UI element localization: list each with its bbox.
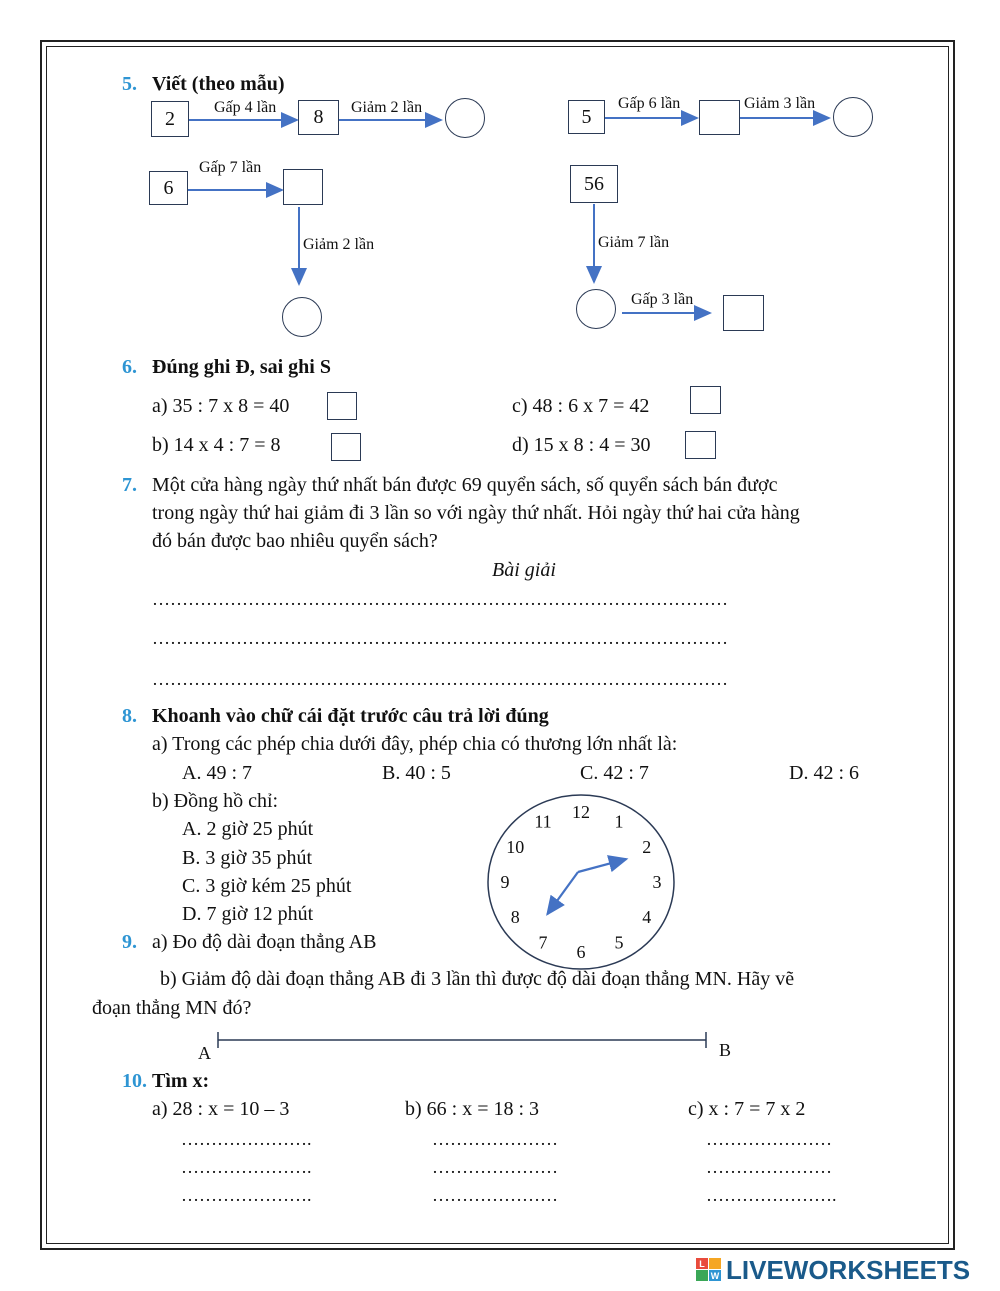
q7-answer-line-2[interactable]: ……………………………………………………………………………………	[152, 629, 728, 647]
d3-op1-label: Gấp 7 lần	[199, 159, 262, 176]
q6-item-b: b) 14 x 4 : 7 = 8	[152, 434, 281, 456]
q6-answer-box-c[interactable]	[690, 386, 721, 414]
q6-answer-box-b[interactable]	[331, 433, 361, 461]
q7-solution-label: Bài giải	[492, 559, 556, 581]
d3-mid-box[interactable]	[283, 169, 323, 205]
q8-number: 8.	[122, 705, 137, 727]
d4-op1-label: Giảm 7 lần	[598, 234, 670, 251]
q10b-dots-3[interactable]: …………………	[432, 1185, 558, 1205]
q7-line-3: đó bán được bao nhiêu quyển sách?	[152, 530, 438, 552]
q10a-dots-2[interactable]: ………………….	[181, 1157, 312, 1177]
q7-number: 7.	[122, 474, 137, 496]
d3-start-box: 6	[149, 171, 188, 205]
q7-line-2: trong ngày thứ hai giảm đi 3 lần so với ngày thứ nhất. Hỏi ngày thứ hai cửa hàng	[152, 502, 800, 524]
d1-mid-box: 8	[298, 100, 339, 135]
q8b-option-c[interactable]: C. 3 giờ kém 25 phút	[182, 875, 352, 897]
d1-op2-label: Giảm 2 lần	[351, 99, 423, 116]
d2-start-box: 5	[568, 100, 605, 134]
liveworksheets-badge-icon	[696, 1258, 722, 1282]
q6-item-c: c) 48 : 6 x 7 = 42	[512, 395, 650, 417]
q10-item-a: a) 28 : x = 10 – 3	[152, 1098, 290, 1120]
q9b-line-2: đoạn thẳng MN đó?	[92, 997, 252, 1019]
d1-op1-label: Gấp 4 lần	[214, 99, 277, 116]
q10b-dots-2[interactable]: …………………	[432, 1157, 558, 1177]
q9-number: 9.	[122, 931, 137, 953]
q8a-option-c[interactable]: C. 42 : 7	[580, 762, 649, 784]
q10a-dots-1[interactable]: ………………….	[181, 1129, 312, 1149]
q7-answer-line-1[interactable]: ……………………………………………………………………………………	[152, 590, 728, 608]
q10-item-c: c) x : 7 = 7 x 2	[688, 1098, 806, 1120]
clock-number: 12	[572, 802, 590, 822]
q8a-option-a[interactable]: A. 49 : 7	[182, 762, 252, 784]
d1-answer-circle[interactable]	[445, 98, 485, 138]
d4-op2-label: Gấp 3 lần	[631, 291, 694, 308]
q8b-option-b[interactable]: B. 3 giờ 35 phút	[182, 847, 313, 869]
clock-number: 9	[500, 872, 510, 892]
q8b-option-d[interactable]: D. 7 giờ 12 phút	[182, 903, 314, 925]
d2-op2-label: Giảm 3 lần	[744, 95, 816, 112]
clock-number: 3	[652, 872, 662, 892]
q6-number: 6.	[122, 356, 137, 378]
q5-title: Viết (theo mẫu)	[152, 73, 285, 95]
liveworksheets-logo	[696, 1256, 970, 1284]
clock-number: 6	[576, 942, 586, 962]
q6-answer-box-d[interactable]	[685, 431, 716, 459]
q8a-option-d[interactable]: D. 42 : 6	[789, 762, 859, 784]
d4-answer-circle[interactable]	[576, 289, 616, 329]
clock-number: 2	[642, 837, 652, 857]
q10a-dots-3[interactable]: ………………….	[181, 1185, 312, 1205]
badge-letter-w: W	[710, 1271, 720, 1281]
clock-minute-hand	[547, 872, 578, 914]
clock-number: 11	[534, 811, 552, 832]
d2-op1-label: Gấp 6 lần	[618, 95, 681, 112]
d2-mid-box[interactable]	[699, 100, 740, 135]
q10-number: 10.	[122, 1070, 147, 1092]
q9a-text: a) Đo độ dài đoạn thẳng AB	[152, 931, 377, 953]
q8b-question: b) Đồng hồ chỉ:	[152, 790, 279, 812]
clock-number: 7	[538, 932, 548, 953]
point-b-label: B	[719, 1040, 732, 1060]
q10-item-b: b) 66 : x = 18 : 3	[405, 1098, 540, 1120]
q10b-dots-1[interactable]: …………………	[432, 1129, 558, 1149]
q5-number: 5.	[122, 73, 137, 95]
q10c-dots-1[interactable]: …………………	[706, 1129, 832, 1149]
clock-number: 1	[614, 811, 624, 832]
d4-start-box: 56	[570, 165, 618, 203]
clock-number: 4	[642, 907, 652, 927]
q7-line-1: Một cửa hàng ngày thứ nhất bán được 69 quyển sách, số quyển sách bán được	[152, 474, 778, 496]
d3-answer-circle[interactable]	[282, 297, 322, 337]
q8-title: Khoanh vào chữ cái đặt trước câu trả lời đúng	[152, 705, 549, 727]
clock-number: 8	[510, 907, 520, 927]
q10c-dots-2[interactable]: …………………	[706, 1157, 832, 1177]
q7-answer-line-3[interactable]: ……………………………………………………………………………………	[152, 670, 728, 688]
q6-item-a: a) 35 : 7 x 8 = 40	[152, 395, 290, 417]
d4-end-box[interactable]	[723, 295, 764, 331]
q8a-question: a) Trong các phép chia dưới đây, phép chia có thương lớn nhất là:	[152, 733, 678, 755]
d2-answer-circle[interactable]	[833, 97, 873, 137]
d3-op2-label: Giảm 2 lần	[303, 236, 375, 253]
d1-start-box: 2	[151, 101, 189, 137]
q10-title: Tìm x:	[152, 1070, 210, 1092]
q8a-option-b[interactable]: B. 40 : 5	[382, 762, 451, 784]
point-a-label: A	[198, 1043, 211, 1063]
clock	[486, 794, 678, 974]
badge-letter-l: L	[699, 1259, 705, 1269]
q9b-line-1: b) Giảm độ dài đoạn thẳng AB đi 3 lần thì được độ dài đoạn thẳng MN. Hãy vẽ	[160, 968, 795, 990]
brand-name: LIVEWORKSHEETS	[726, 1254, 971, 1285]
clock-number: 10	[506, 837, 525, 857]
q6-title: Đúng ghi Đ, sai ghi S	[152, 356, 331, 378]
clock-number: 5	[614, 932, 624, 953]
clock-hour-hand	[578, 859, 626, 872]
q6-answer-box-a[interactable]	[327, 392, 357, 420]
q6-item-d: d) 15 x 8 : 4 = 30	[512, 434, 651, 456]
q10c-dots-3[interactable]: ………………….	[706, 1185, 837, 1205]
q8b-option-a[interactable]: A. 2 giờ 25 phút	[182, 818, 314, 840]
